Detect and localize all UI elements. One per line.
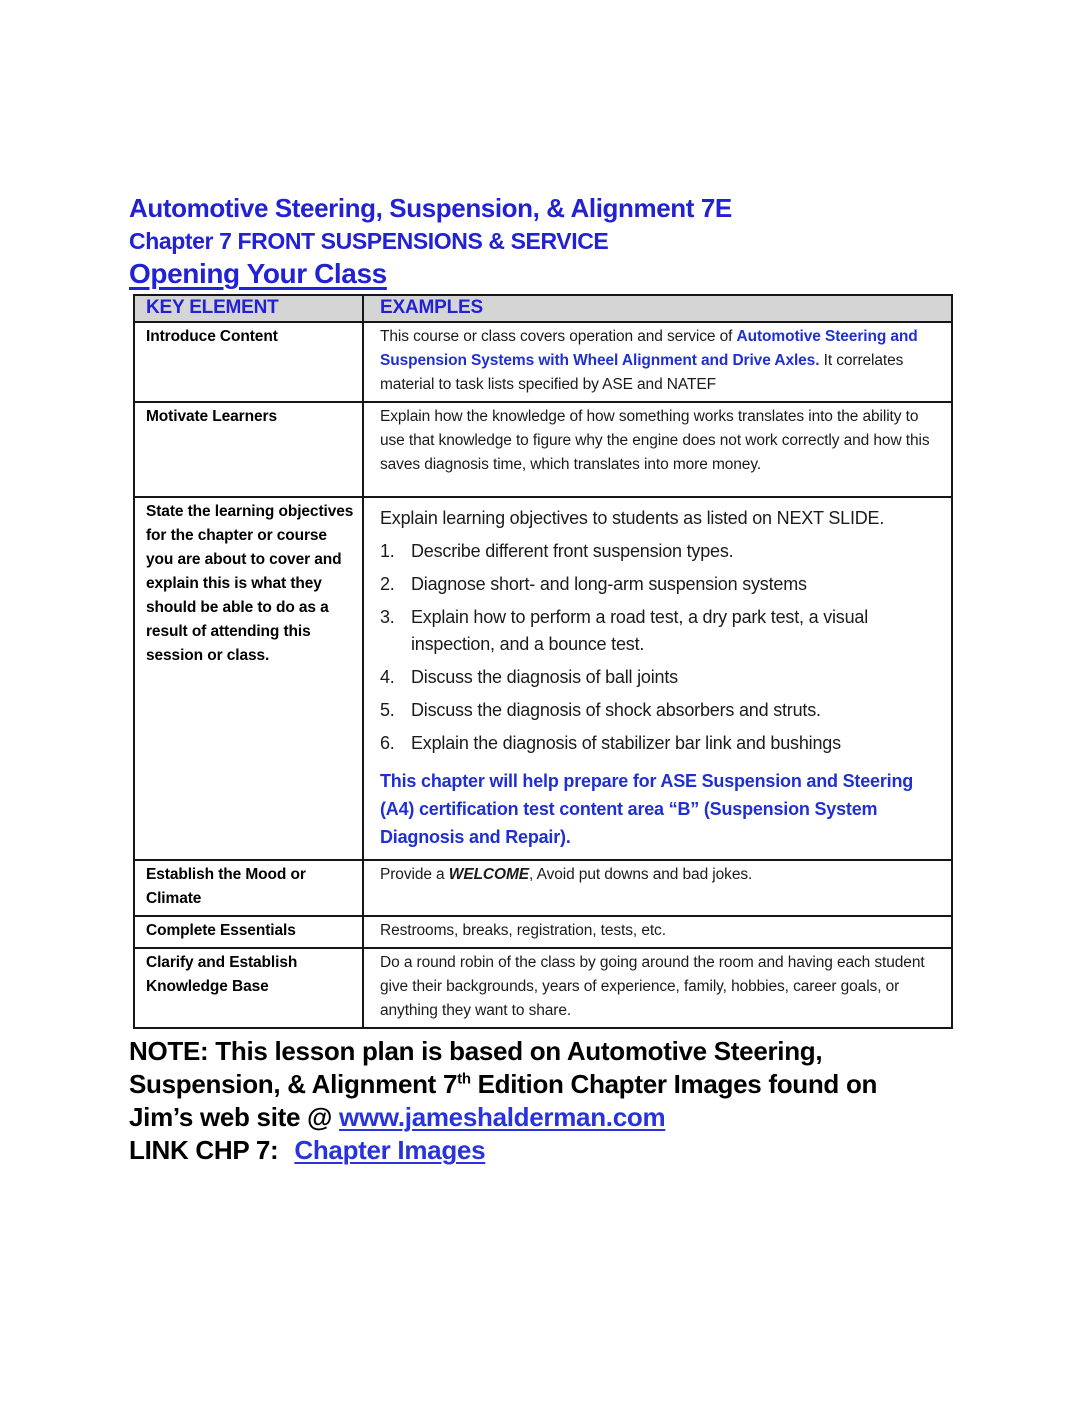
list-number: 4. bbox=[380, 667, 395, 687]
list-text: Explain how to perform a road test, a dry park test, a visual inspection, and a bounce test. bbox=[411, 607, 869, 654]
text-segment-emphasis: Automotive Steering and Suspension Systems with Wheel Alignment and Drive Axles. bbox=[380, 328, 918, 369]
note-text: NOTE: This lesson plan is based on Automotive Steering, Suspension, & Alignment 7 bbox=[129, 1036, 823, 1099]
text-segment: Provide a bbox=[380, 866, 449, 883]
list-number: 3. bbox=[380, 607, 395, 627]
welcome-emphasis: WELCOME bbox=[448, 866, 530, 883]
link-line bbox=[129, 1134, 917, 1167]
ase-certification-note: This chapter will help prepare for ASE Suspension and Steering (A4) certification test content area “B” (Suspension System Diagnosis and Repair). bbox=[380, 771, 914, 847]
list-number: 6. bbox=[380, 733, 395, 753]
list-item bbox=[380, 604, 941, 658]
lesson-plan-table bbox=[133, 294, 953, 1029]
examples-learning-objectives bbox=[363, 497, 952, 860]
list-item bbox=[380, 664, 941, 691]
list-text: Discuss the diagnosis of ball joints bbox=[411, 667, 678, 687]
note-paragraph bbox=[129, 1035, 917, 1134]
examples-introduce-content bbox=[363, 322, 952, 402]
examples-motivate-learners: Explain how the knowledge of how something works translates into the ability to use that knowledge to figure why the engine does not work correctly and how this saves diagnosis time, which translates into more money. bbox=[363, 402, 952, 497]
table-row bbox=[134, 916, 952, 948]
table-row bbox=[134, 402, 952, 497]
table-row bbox=[134, 948, 952, 1028]
header-examples: EXAMPLES bbox=[363, 295, 952, 322]
key-introduce-content: Introduce Content bbox=[134, 322, 363, 402]
text-segment: It correlates material to task lists specified by ASE and NATEF bbox=[380, 352, 904, 393]
list-number: 2. bbox=[380, 574, 395, 594]
header-key-element: KEY ELEMENT bbox=[134, 295, 363, 322]
objectives-intro: Explain learning objectives to students as listed on NEXT SLIDE. bbox=[380, 508, 885, 528]
examples-clarify-knowledge: Do a round robin of the class by going around the room and having each student give their backgrounds, years of experience, family, hobbies, career goals, or anything they want to share. bbox=[363, 948, 952, 1028]
list-text: Diagnose short- and long-arm suspension systems bbox=[411, 574, 807, 594]
list-number: 1. bbox=[380, 541, 395, 561]
list-item bbox=[380, 538, 941, 565]
table-row bbox=[134, 322, 952, 402]
list-item bbox=[380, 571, 941, 598]
list-text: Describe different front suspension types. bbox=[411, 541, 734, 561]
list-text: Discuss the diagnosis of shock absorbers and struts. bbox=[411, 700, 821, 720]
list-number: 5. bbox=[380, 700, 395, 720]
website-link[interactable]: www.jameshalderman.com bbox=[339, 1102, 666, 1132]
key-complete-essentials: Complete Essentials bbox=[134, 916, 363, 948]
page-title: Automotive Steering, Suspension, & Alignment 7E bbox=[129, 193, 732, 223]
link-label: LINK CHP 7: bbox=[129, 1135, 279, 1165]
text-segment: This course or class covers operation and service of bbox=[380, 328, 737, 345]
chapter-subtitle: Chapter 7 FRONT SUSPENSIONS & SERVICE bbox=[129, 228, 609, 254]
key-establish-mood: Establish the Mood or Climate bbox=[134, 860, 363, 916]
key-learning-objectives: State the learning objectives for the chapter or course you are about to cover and explain this is what they should be able to do as a result of attending this session or class. bbox=[134, 497, 363, 860]
text-segment: , Avoid put downs and bad jokes. bbox=[529, 866, 753, 883]
key-motivate-learners: Motivate Learners bbox=[134, 402, 363, 497]
note-text: Edition Chapter Images found on Jim’s web site @ bbox=[129, 1069, 878, 1132]
chapter-images-link[interactable]: Chapter Images bbox=[294, 1135, 486, 1165]
key-clarify-knowledge: Clarify and Establish Knowledge Base bbox=[134, 948, 363, 1028]
ordinal-superscript: th bbox=[457, 1070, 471, 1088]
list-item bbox=[380, 697, 941, 724]
list-text: Explain the diagnosis of stabilizer bar link and bushings bbox=[411, 733, 841, 753]
section-heading: Opening Your Class bbox=[129, 258, 387, 289]
table-row bbox=[134, 497, 952, 860]
table-row bbox=[134, 860, 952, 916]
list-item bbox=[380, 730, 941, 757]
examples-complete-essentials: Restrooms, breaks, registration, tests, etc. bbox=[363, 916, 952, 948]
table-header-row bbox=[134, 295, 952, 322]
document-content bbox=[129, 192, 957, 1167]
examples-establish-mood bbox=[363, 860, 952, 916]
